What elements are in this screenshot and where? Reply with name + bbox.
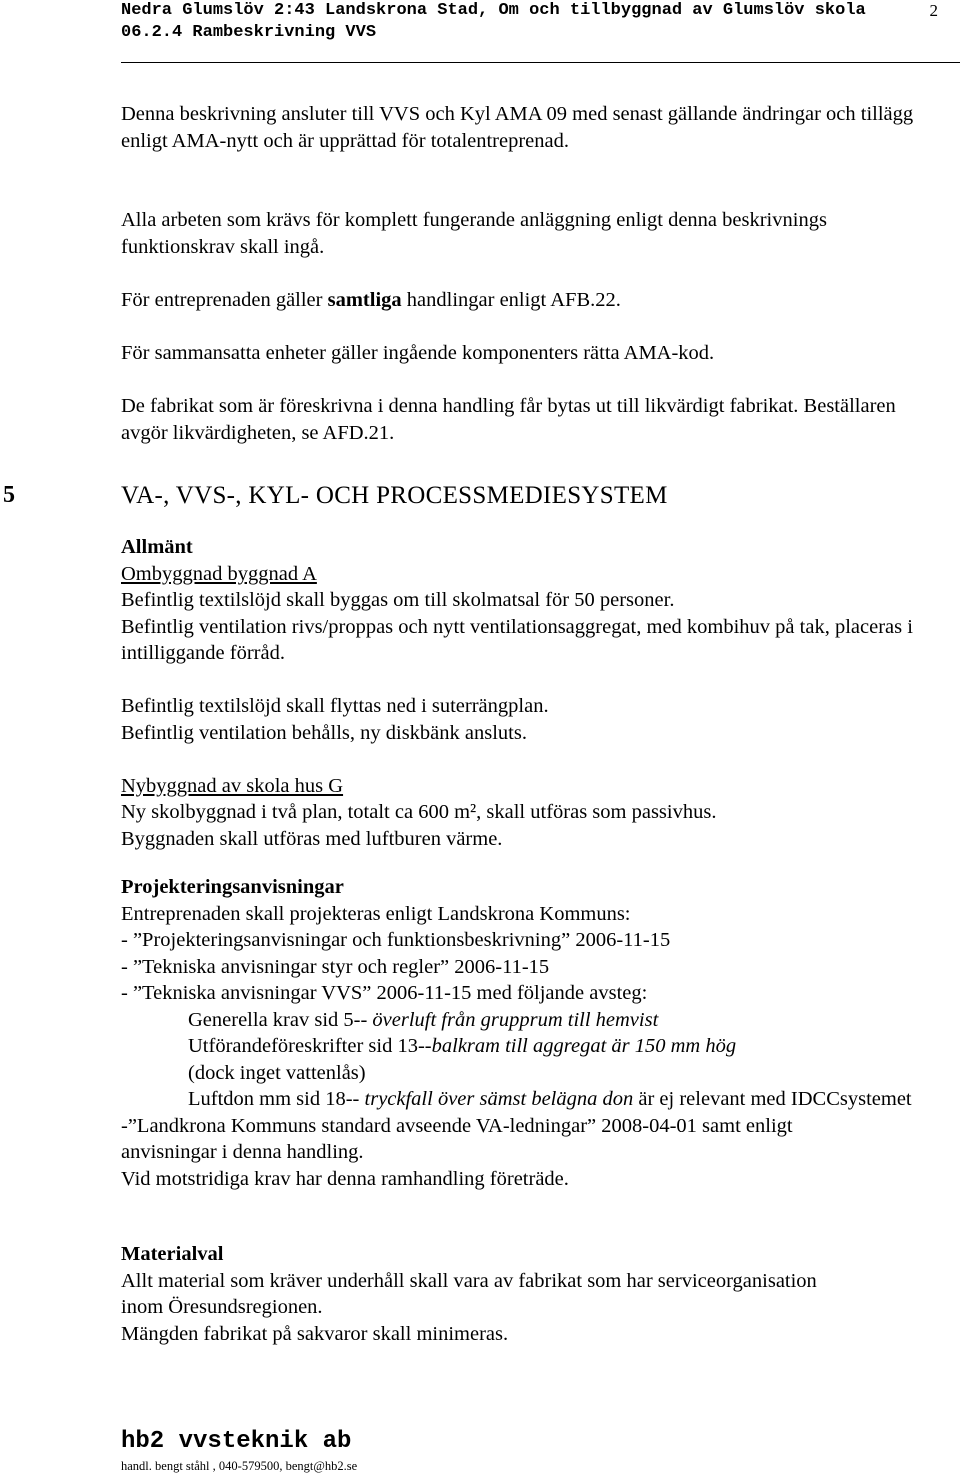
intro-paragraph-4: För sammansatta enheter gäller ingående komponenters rätta AMA-kod. bbox=[121, 342, 715, 364]
intro-p3-bold: samtliga bbox=[327, 289, 402, 311]
allmant-line-1: Befintlig textilslöjd skall byggas om till skolmatsal för 50 personer. bbox=[121, 589, 675, 611]
deviation-3-italic: tryckfall över sämst belägna don bbox=[364, 1088, 634, 1110]
allmant-line-2: Befintlig ventilation rivs/proppas och nytt ventilationsaggregat, med kombihuv på tak, placeras i intilliggande förråd. bbox=[121, 615, 913, 664]
deviation-3-text-end: är ej relevant med IDCCsystemet bbox=[633, 1088, 912, 1110]
projektering-line-4: - ”Tekniska anvisningar VVS” 2006-11-15 med följande avsteg: bbox=[121, 982, 648, 1004]
intro-paragraph-2: Alla arbeten som krävs för komplett fungerande anläggning enligt denna beskrivnings funktionskrav skall ingå. bbox=[121, 209, 827, 258]
projektering-heading: Projekteringsanvisningar bbox=[121, 876, 344, 898]
section-number: 5 bbox=[3, 482, 15, 508]
intro-p3-text: För entreprenaden gäller bbox=[121, 289, 328, 311]
materialval-heading: Materialval bbox=[121, 1243, 224, 1265]
footer-contact: handl. bengt ståhl , 040-579500, bengt@hb2.se bbox=[121, 1459, 358, 1473]
deviation-2-text: Utförandeföreskrifter sid 13-- bbox=[188, 1035, 432, 1057]
projektering-line-3: - ”Tekniska anvisningar styr och regler” 2006-11-15 bbox=[121, 955, 550, 978]
projektering-line-5: -”Landkrona Kommuns standard avseende VA-ledningar” 2008-04-01 samt enligt anvisningar i denna handling. bbox=[121, 1114, 793, 1163]
materialval-line-1: Allt material som kräver underhåll skall vara av fabrikat som har serviceorganisation inom Öresundsregionen. bbox=[121, 1269, 817, 1318]
projektering-line-1: Entreprenaden skall projekteras enligt Landskrona Kommuns: bbox=[121, 902, 631, 925]
deviation-item-3 bbox=[121, 1086, 921, 1113]
page-number: 2 bbox=[929, 1, 938, 20]
intro-paragraph-1: Denna beskrivning ansluter till VVS och Kyl AMA 09 med senast gällande ändringar och tillägg enligt AMA-nytt och är upprättad för totalentreprenad. bbox=[121, 103, 914, 152]
subheading-ombyggnad: Ombyggnad byggnad A bbox=[121, 562, 317, 585]
projektering-line-2: - ”Projekteringsanvisningar och funktionsbeskrivning” 2006-11-15 bbox=[121, 929, 671, 951]
header-title: Nedra Glumslöv 2:43 Landskrona Stad, Om och tillbyggnad av Glumslöv skola bbox=[121, 1, 866, 20]
page-header bbox=[121, 0, 866, 44]
header-subtitle: 06.2.4 Rambeskrivning VVS bbox=[121, 23, 377, 42]
projektering-line-6: Vid motstridiga krav har denna ramhandling företräde. bbox=[121, 1167, 569, 1190]
header-rule bbox=[121, 62, 960, 63]
intro-paragraph-3 bbox=[121, 287, 921, 314]
allmant-line-3: Befintlig textilslöjd skall flyttas ned i suterrängplan. bbox=[121, 695, 549, 717]
projektering-section bbox=[121, 874, 921, 1192]
section-title: VA-, VVS-, KYL- OCH PROCESSMEDIESYSTEM bbox=[121, 482, 668, 509]
footer-company: hb2 vvsteknik ab bbox=[121, 1428, 352, 1455]
intro-p3-text-end: handlingar enligt AFB.22. bbox=[401, 289, 621, 311]
deviation-item-2 bbox=[121, 1033, 921, 1086]
materialval-line-2: Mängden fabrikat på sakvaror skall minimeras. bbox=[121, 1322, 509, 1345]
subheading-nybyggnad: Nybyggnad av skola hus G bbox=[121, 774, 344, 797]
materialval-section bbox=[121, 1241, 821, 1347]
intro-paragraph-5: De fabrikat som är föreskrivna i denna handling får bytas ut till likvärdigt fabrikat. Beställaren avgör likvärdigheten, se AFD.21. bbox=[121, 395, 896, 444]
deviation-2-italic: balkram till aggregat är 150 mm hög bbox=[431, 1035, 737, 1057]
allmant-heading: Allmänt bbox=[121, 536, 193, 558]
allmant-line-6: Byggnaden skall utföras med luftburen värme. bbox=[121, 827, 503, 850]
allmant-line-4: Befintlig ventilation behålls, ny diskbänk ansluts. bbox=[121, 721, 527, 744]
deviation-1-text: Generella krav sid 5-- bbox=[188, 1008, 373, 1031]
deviation-2-note: (dock inget vattenlås) bbox=[188, 1061, 366, 1084]
allmant-line-5: Ny skolbyggnad i två plan, totalt ca 600 m², skall utföras som passivhus. bbox=[121, 801, 717, 823]
deviation-3-text: Luftdon mm sid 18-- bbox=[188, 1088, 365, 1110]
allmant-section bbox=[121, 534, 921, 852]
deviation-item-1 bbox=[121, 1007, 921, 1034]
deviation-1-italic: överluft från grupprum till hemvist bbox=[372, 1008, 659, 1031]
